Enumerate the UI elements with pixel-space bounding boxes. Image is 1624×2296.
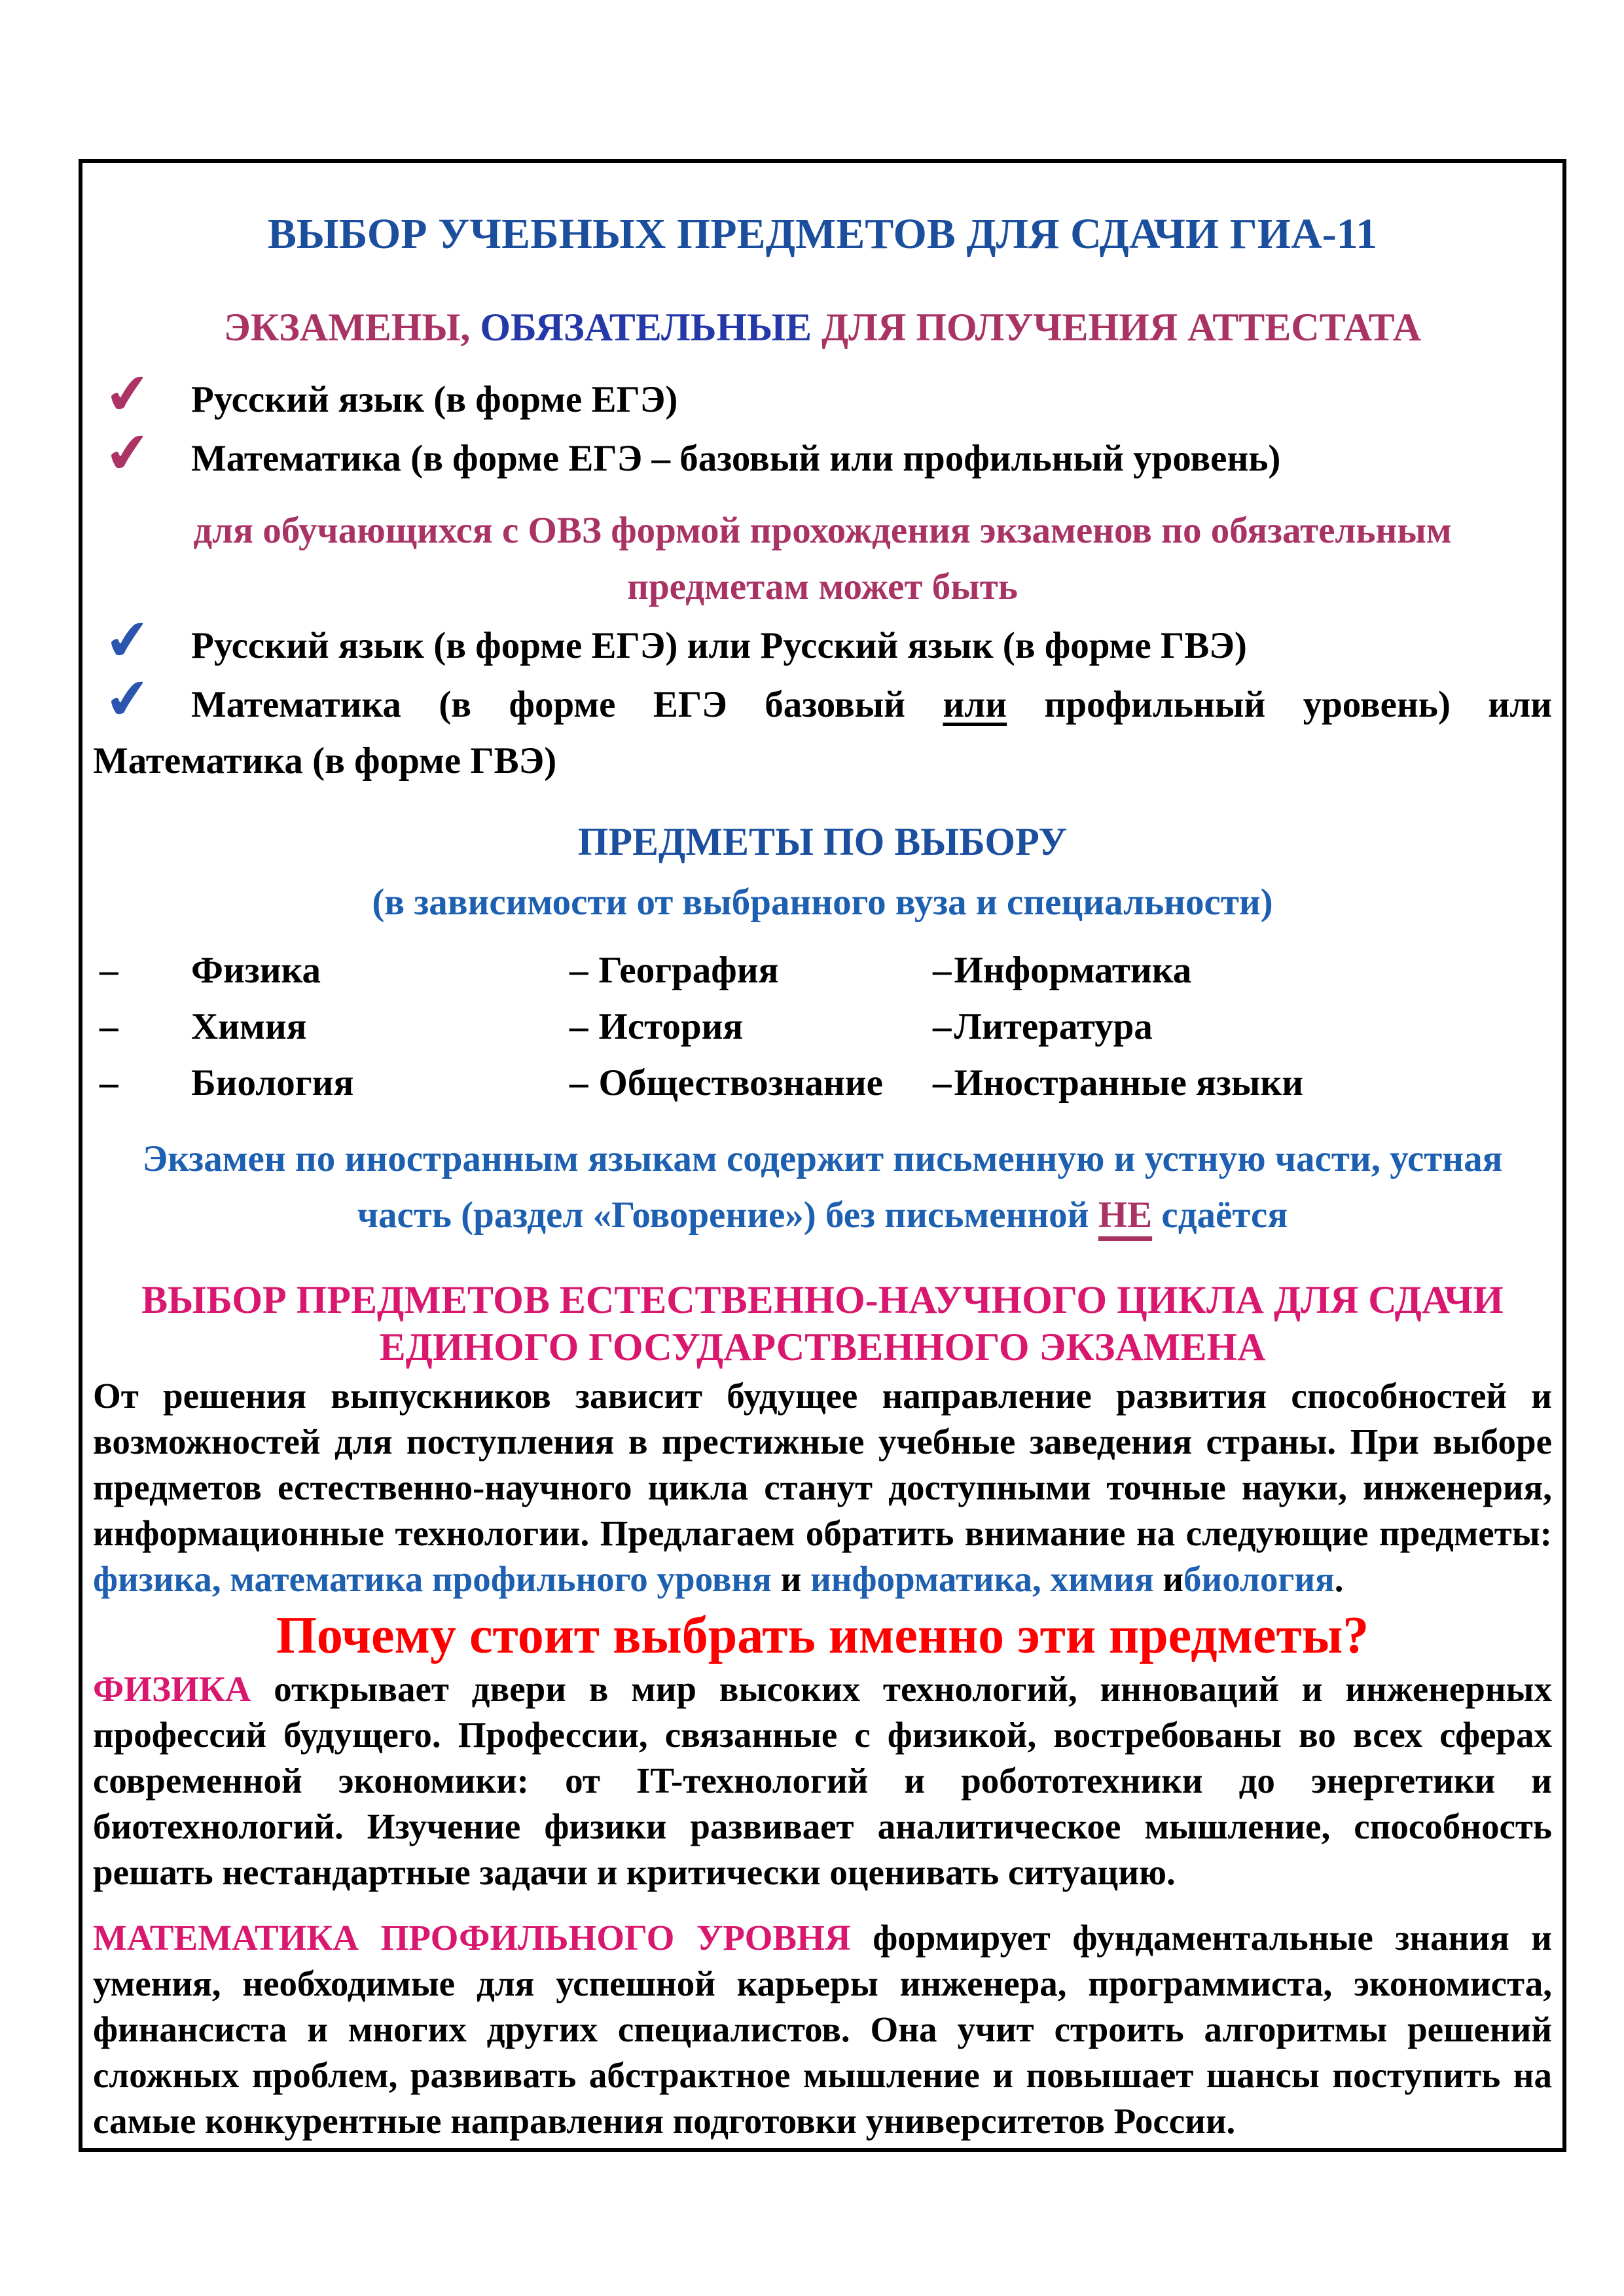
- list-item-label: Математика (в форме ЕГЭ базовый: [191, 684, 905, 725]
- math-paragraph: [93, 1915, 1552, 2144]
- list-item-russian-ovz: [93, 605, 1552, 675]
- list-item-russian: [93, 359, 1552, 429]
- list-item: [99, 999, 569, 1055]
- foreign-note-text: часть (раздел «Говорение») без письменной: [357, 1194, 1089, 1236]
- list-item-label: Математика (в форме ЕГЭ – базовый или профильный уровень): [191, 438, 1281, 479]
- intro-text: От решения выпускников зависит будущее направление развития способностей и возможностей для поступления в престижные учебные заведения страны. При выборе предметов естественно-научного цикла станут доступными точные науки, инженерия, информационные технологии. Предлагаем обратить внимание на следующие предметы:: [93, 1376, 1552, 1553]
- conjunction: и: [780, 1559, 802, 1599]
- ovz-heading: [93, 503, 1552, 615]
- dash-icon: –: [933, 1062, 952, 1103]
- electives-grid: [93, 942, 1552, 1111]
- list-item: [933, 1055, 1552, 1111]
- list-item: [569, 1055, 933, 1111]
- ovz-heading-line-2: предметам может быть: [627, 566, 1018, 607]
- list-item-math-ovz: [93, 664, 1553, 734]
- subject-chemistry: химия: [1050, 1559, 1154, 1599]
- page-title: ВЫБОР УЧЕБНЫХ ПРЕДМЕТОВ ДЛЯ СДАЧИ ГИА-11: [267, 210, 1378, 258]
- period: .: [1334, 1559, 1344, 1599]
- electives-heading: ПРЕДМЕТЫ ПО ВЫБОРУ: [577, 820, 1068, 863]
- checkmark-icon: ✔: [101, 605, 154, 675]
- dash-icon: –: [99, 950, 118, 991]
- math-text: формирует фундаментальные знания и умения, необходимые для успешной карьеры инженера, программиста, экономиста, финансиста и многих других специалистов. Она учит строить алгоритмы решений сложных проблем, развивать абстрактное мышление и повышает шансы поступить на самые конкурентные направления подготовки университетов России.: [93, 1918, 1552, 2141]
- foreign-note-line-1: Экзамен по иностранным языкам содержит письменную и устную части, устная: [142, 1138, 1503, 1179]
- list-item: [99, 942, 569, 999]
- subtitle-part-3: ДЛЯ ПОЛУЧЕНИЯ АТТЕСТАТА: [821, 306, 1422, 349]
- document-frame: [79, 159, 1566, 2152]
- dash-icon: –: [569, 950, 588, 991]
- subject-label: Иностранные языки: [954, 1062, 1304, 1103]
- foreign-note-text: сдаётся: [1161, 1194, 1288, 1236]
- list-item: [569, 999, 933, 1055]
- checkmark-icon: ✔: [101, 664, 154, 734]
- subject-label: География: [598, 950, 779, 991]
- list-item-label: Русский язык (в форме ЕГЭ): [191, 379, 678, 420]
- checkmark-icon: ✔: [101, 418, 154, 488]
- math-lead: МАТЕМАТИКА ПРОФИЛЬНОГО УРОВНЯ: [93, 1918, 851, 1958]
- dash-icon: –: [569, 1006, 588, 1047]
- underlined-or: или: [943, 684, 1007, 725]
- list-item: [933, 942, 1552, 999]
- subject-informatics: информатика,: [810, 1559, 1041, 1599]
- subject-label: Физика: [191, 950, 321, 991]
- subject-label: Химия: [191, 1006, 307, 1047]
- mandatory-exams-heading: [93, 299, 1552, 355]
- ovz-heading-line-1: для обучающихся с ОВЗ формой прохождения экзаменов по обязательным: [193, 510, 1452, 551]
- dash-icon: –: [99, 1062, 118, 1103]
- underlined-ne: НЕ: [1098, 1194, 1153, 1236]
- physics-lead: ФИЗИКА: [93, 1669, 251, 1709]
- list-item: [933, 999, 1552, 1055]
- physics-paragraph: [93, 1666, 1552, 1895]
- dash-icon: –: [933, 1006, 952, 1047]
- subject-label: История: [598, 1006, 744, 1047]
- dash-icon: –: [569, 1062, 588, 1103]
- subject-label: Литература: [954, 1006, 1153, 1047]
- subtitle-part-2: ОБЯЗАТЕЛЬНЫЕ: [480, 306, 812, 349]
- subject-math-profile: математика профильного уровня: [230, 1559, 772, 1599]
- list-item-math: [93, 418, 1552, 488]
- why-heading: Почему стоит выбрать именно эти предметы?: [276, 1607, 1369, 1664]
- foreign-note-line-2: [93, 1187, 1552, 1244]
- intro-paragraph: [93, 1373, 1552, 1602]
- electives-subheading: (в зависимости от выбранного вуза и специальности): [372, 882, 1273, 923]
- foreign-language-note: [93, 1131, 1552, 1244]
- science-heading-line-2: ЕДИНОГО ГОСУДАРСТВЕННОГО ЭКЗАМЕНА: [379, 1325, 1266, 1369]
- physics-text: открывает двери в мир высоких технологий, инноваций и инженерных профессий будущего. Профессии, связанные с физикой, востребованы во всех сферах современной экономики: от IT-технологий и робототехники до энергетики и биотехнологий. Изучение физики развивает аналитическое мышление, способность решать нестандартные задачи и критически оценивать ситуацию.: [93, 1669, 1552, 1892]
- checkmark-icon: ✔: [101, 359, 154, 429]
- list-item: [569, 942, 933, 999]
- dash-icon: –: [933, 950, 952, 991]
- dash-icon: –: [99, 1006, 118, 1047]
- subject-label: Биология: [191, 1062, 354, 1103]
- conjunction: и: [1163, 1559, 1184, 1599]
- science-heading-line-1: ВЫБОР ПРЕДМЕТОВ ЕСТЕСТВЕННО-НАУЧНОГО ЦИКЛА ДЛЯ СДАЧИ: [141, 1278, 1504, 1321]
- list-item-math-ovz-line-2: Математика (в форме ГВЭ): [93, 740, 557, 781]
- science-section-heading: [93, 1276, 1552, 1371]
- subject-label: Информатика: [954, 950, 1192, 991]
- subject-physics: физика,: [93, 1559, 221, 1599]
- list-item-label: Русский язык (в форме ЕГЭ) или Русский язык (в форме ГВЭ): [191, 625, 1247, 666]
- list-item: [99, 1055, 569, 1111]
- subtitle-part-1: ЭКЗАМЕНЫ,: [223, 306, 471, 349]
- subject-label: Обществознание: [598, 1062, 883, 1103]
- subject-biology: биология: [1183, 1559, 1335, 1599]
- list-item-label: профильный уровень) или: [1044, 684, 1553, 725]
